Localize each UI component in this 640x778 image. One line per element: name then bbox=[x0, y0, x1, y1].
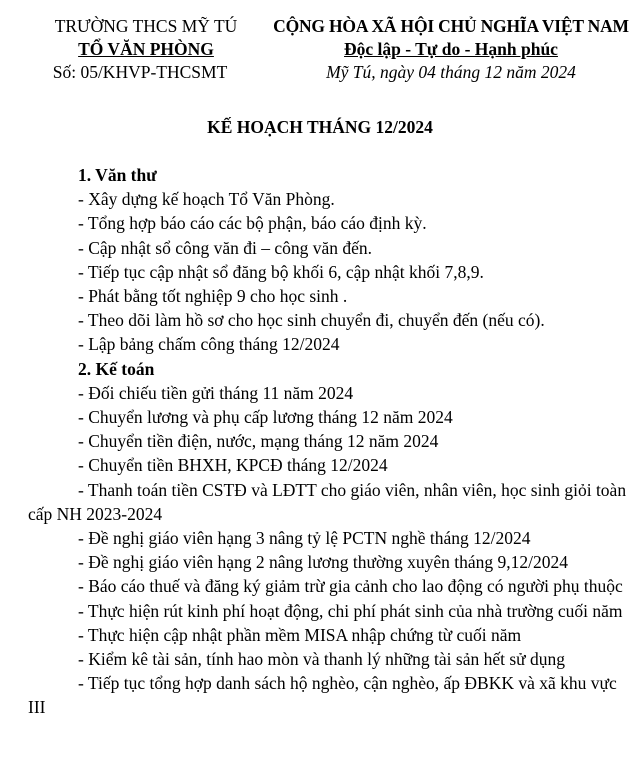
national-motto: Độc lập - Tự do - Hạnh phúc bbox=[344, 39, 558, 59]
list-item: - Chuyển tiền điện, nước, mạng tháng 12 năm 2024 bbox=[78, 431, 439, 452]
department-name: TỔ VĂN PHÒNG bbox=[78, 39, 214, 59]
list-item: - Báo cáo thuế và đăng ký giảm trừ gia cảnh cho lao động có người phụ thuộc bbox=[78, 576, 623, 597]
list-item: - Cập nhật sổ công văn đi – công văn đến. bbox=[78, 237, 373, 258]
list-item: - Phát bằng tốt nghiệp 9 cho học sinh . bbox=[78, 286, 348, 307]
list-item: - Lập bảng chấm công tháng 12/2024 bbox=[78, 334, 340, 355]
list-item: - Kiểm kê tài sản, tính hao mòn và thanh lý những tài sản hết sử dụng bbox=[78, 649, 566, 670]
document-title: KẾ HOẠCH THÁNG 12/2024 bbox=[207, 117, 433, 137]
document-number: Số: 05/KHVP-THCSMT bbox=[52, 62, 228, 82]
country-name: CỘNG HÒA XÃ HỘI CHỦ NGHĨA VIỆT NAM bbox=[273, 16, 629, 36]
section-heading: 1. Văn thư bbox=[78, 165, 157, 185]
list-item: - Xây dựng kế hoạch Tổ Văn Phòng. bbox=[78, 189, 335, 210]
list-item: - Thực hiện cập nhật phần mềm MISA nhập chứng từ cuối năm bbox=[78, 624, 522, 645]
section-heading: 2. Kế toán bbox=[78, 358, 155, 379]
list-item: - Đối chiếu tiền gửi tháng 11 năm 2024 bbox=[78, 382, 354, 403]
school-name: TRƯỜNG THCS MỸ TÚ bbox=[54, 16, 238, 36]
list-item: - Chuyển lương và phụ cấp lương tháng 12 năm 2024 bbox=[78, 407, 453, 428]
list-item: - Thực hiện rút kinh phí hoạt động, chi phí phát sinh của nhà trường cuối năm bbox=[78, 600, 623, 621]
list-item: - Tiếp tục cập nhật sổ đăng bộ khối 6, cập nhật khối 7,8,9. bbox=[78, 261, 484, 282]
list-item: - Đề nghị giáo viên hạng 2 nâng lương thường xuyên tháng 9,12/2024 bbox=[78, 552, 568, 573]
place-and-date: Mỹ Tú, ngày 04 tháng 12 năm 2024 bbox=[326, 62, 576, 82]
document-body bbox=[28, 163, 628, 720]
list-item: - Tiếp tục tổng hợp danh sách hộ nghèo, cận nghèo, ấp ĐBKK và xã khu vực III bbox=[28, 673, 617, 718]
list-item: - Theo dõi làm hồ sơ cho học sinh chuyển đi, chuyển đến (nếu có). bbox=[78, 310, 545, 331]
list-item: - Tổng hợp báo cáo các bộ phận, báo cáo định kỳ. bbox=[78, 213, 427, 234]
list-item: - Thanh toán tiền CSTĐ và LĐTT cho giáo viên, nhân viên, học sinh giỏi toàn cấp NH 2023-2024 bbox=[28, 479, 627, 524]
list-item: - Đề nghị giáo viên hạng 3 nâng tỷ lệ PCTN nghề tháng 12/2024 bbox=[78, 528, 531, 549]
list-item: - Chuyển tiền BHXH, KPCĐ tháng 12/2024 bbox=[78, 455, 388, 476]
